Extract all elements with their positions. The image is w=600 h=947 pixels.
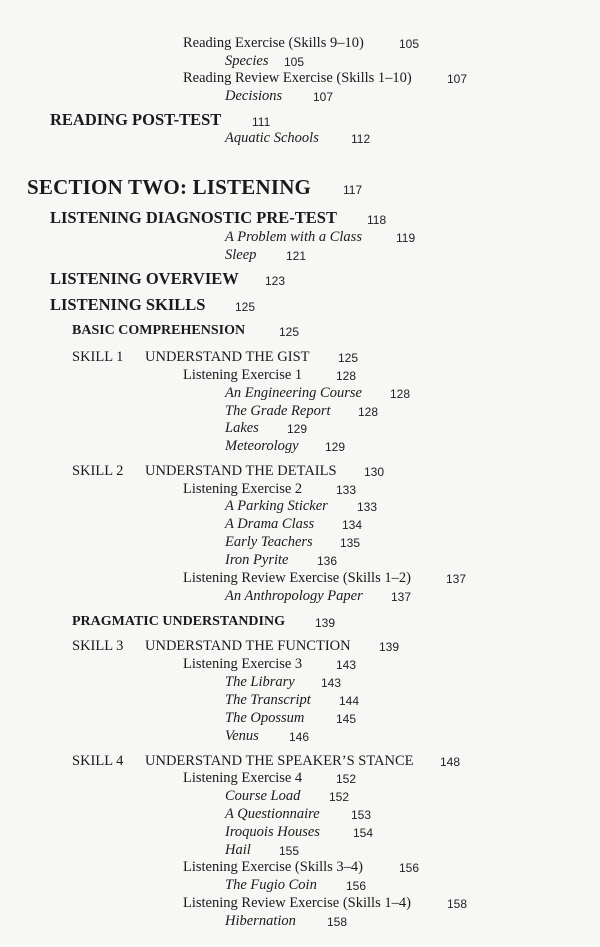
toc-page-number: 133: [336, 483, 357, 497]
toc-entry-title: PRAGMATIC UNDERSTANDING: [72, 614, 285, 629]
toc-page-number: 107: [447, 72, 468, 86]
toc-page-number: 112: [351, 132, 371, 146]
toc-page-number: 139: [379, 640, 400, 654]
toc-skill-number: SKILL 2: [72, 463, 124, 479]
toc-page-number: 146: [289, 730, 310, 744]
toc-page-number: 107: [313, 90, 334, 104]
toc-page-number: 143: [321, 676, 342, 690]
toc-entry-title: UNDERSTAND THE FUNCTION: [145, 638, 351, 654]
toc-page-number: 125: [338, 351, 359, 365]
toc-entry-title: Reading Review Exercise (Skills 1–10): [183, 70, 412, 86]
toc-page-number: 139: [315, 616, 336, 630]
toc-entry-title: Iron Pyrite: [225, 552, 289, 568]
toc-entry-title: A Problem with a Class: [225, 229, 362, 245]
toc-page-number: 117: [343, 183, 363, 197]
toc-entry-title: UNDERSTAND THE SPEAKER’S STANCE: [145, 753, 414, 769]
toc-entry-title: Early Teachers: [225, 534, 313, 550]
toc-entry-title: The Fugio Coin: [225, 877, 317, 893]
toc-page-number: 134: [342, 518, 363, 532]
toc-entry-title: Listening Exercise 4: [183, 770, 303, 786]
toc-entry-title: UNDERSTAND THE DETAILS: [145, 463, 337, 479]
toc-page-number: 152: [336, 772, 357, 786]
toc-entry-title: READING POST-TEST: [50, 110, 222, 129]
toc-page-number: 130: [364, 465, 385, 479]
toc-entry-title: Venus: [225, 728, 259, 744]
toc-page-number: 128: [390, 387, 411, 401]
toc-page-number: 153: [351, 808, 372, 822]
toc-entry-title: BASIC COMPREHENSION: [72, 323, 246, 338]
toc-entry-title: Listening Exercise (Skills 3–4): [183, 859, 364, 875]
toc-page-number: 123: [265, 274, 286, 288]
toc-page-number: 136: [317, 554, 338, 568]
toc-entry-title: An Engineering Course: [225, 385, 362, 401]
toc-page-number: 125: [279, 325, 300, 339]
toc-page-number: 129: [287, 422, 308, 436]
toc-entry-title: Sleep: [225, 247, 257, 263]
toc-entry-title: Listening Review Exercise (Skills 1–4): [183, 895, 411, 911]
toc-page-number: 128: [358, 405, 379, 419]
toc-page-number: 158: [327, 915, 348, 929]
toc-entry-title: The Transcript: [225, 692, 311, 708]
toc-entry-title: The Grade Report: [225, 403, 331, 419]
toc-page-number: 145: [336, 712, 357, 726]
toc-entry-title: Meteorology: [225, 438, 299, 454]
toc-skill-number: SKILL 1: [72, 349, 124, 365]
toc-page-number: 133: [357, 500, 378, 514]
toc-entry-title: Listening Exercise 1: [183, 367, 303, 383]
toc-page-number: 135: [340, 536, 361, 550]
toc-entry-title: Hail: [225, 842, 251, 858]
toc-entry-title: Listening Exercise 2: [183, 481, 303, 497]
toc-page-number: 111: [252, 115, 271, 129]
toc-page-number: 105: [399, 37, 420, 51]
toc-entry-title: Lakes: [225, 420, 259, 436]
toc-entry-title: SECTION TWO: LISTENING: [27, 175, 312, 199]
toc-entry-title: Listening Exercise 3: [183, 656, 303, 672]
toc-entry-title: Iroquois Houses: [225, 824, 320, 840]
toc-entry-title: UNDERSTAND THE GIST: [145, 349, 310, 365]
toc-skill-number: SKILL 4: [72, 753, 124, 769]
toc-entry-title: LISTENING OVERVIEW: [50, 269, 239, 288]
toc-page-number: 154: [353, 826, 374, 840]
toc-page-number: 156: [399, 861, 420, 875]
toc-entry-title: The Opossum: [225, 710, 305, 726]
toc-entry-title: A Drama Class: [225, 516, 315, 532]
toc-page-number: 129: [325, 440, 346, 454]
toc-page-number: 148: [440, 755, 461, 769]
toc-entry-title: Course Load: [225, 788, 301, 804]
toc-entry-title: A Questionnaire: [225, 806, 320, 822]
toc-page-number: 137: [446, 572, 467, 586]
toc-entry-title: Aquatic Schools: [225, 130, 319, 146]
toc-entry-title: Listening Review Exercise (Skills 1–2): [183, 570, 411, 586]
toc-page-number: 158: [447, 897, 468, 911]
toc-page-number: 156: [346, 879, 367, 893]
toc-entry-title: LISTENING DIAGNOSTIC PRE-TEST: [50, 208, 337, 227]
toc-page-number: 119: [396, 231, 416, 245]
toc-page-number: 121: [286, 249, 307, 263]
toc-entry-title: Reading Exercise (Skills 9–10): [183, 35, 364, 51]
toc-page-number: 144: [339, 694, 360, 708]
toc-page-number: 143: [336, 658, 357, 672]
toc-entry-title: An Anthropology Paper: [225, 588, 363, 604]
toc-page-number: 125: [235, 300, 256, 314]
toc-entry-title: Decisions: [225, 88, 283, 104]
toc-entry-title: The Library: [225, 674, 295, 690]
toc-page-number: 128: [336, 369, 357, 383]
toc-entry-title: Species: [225, 53, 269, 69]
toc-entry-title: Hibernation: [225, 913, 296, 929]
toc-page-number: 105: [284, 55, 305, 69]
toc-entry-title: LISTENING SKILLS: [50, 295, 206, 314]
toc-entry-title: A Parking Sticker: [225, 498, 328, 514]
toc-skill-number: SKILL 3: [72, 638, 124, 654]
toc-page-number: 155: [279, 844, 300, 858]
toc-page-number: 152: [329, 790, 350, 804]
toc-page-number: 118: [367, 213, 387, 227]
toc-page-number: 137: [391, 590, 412, 604]
